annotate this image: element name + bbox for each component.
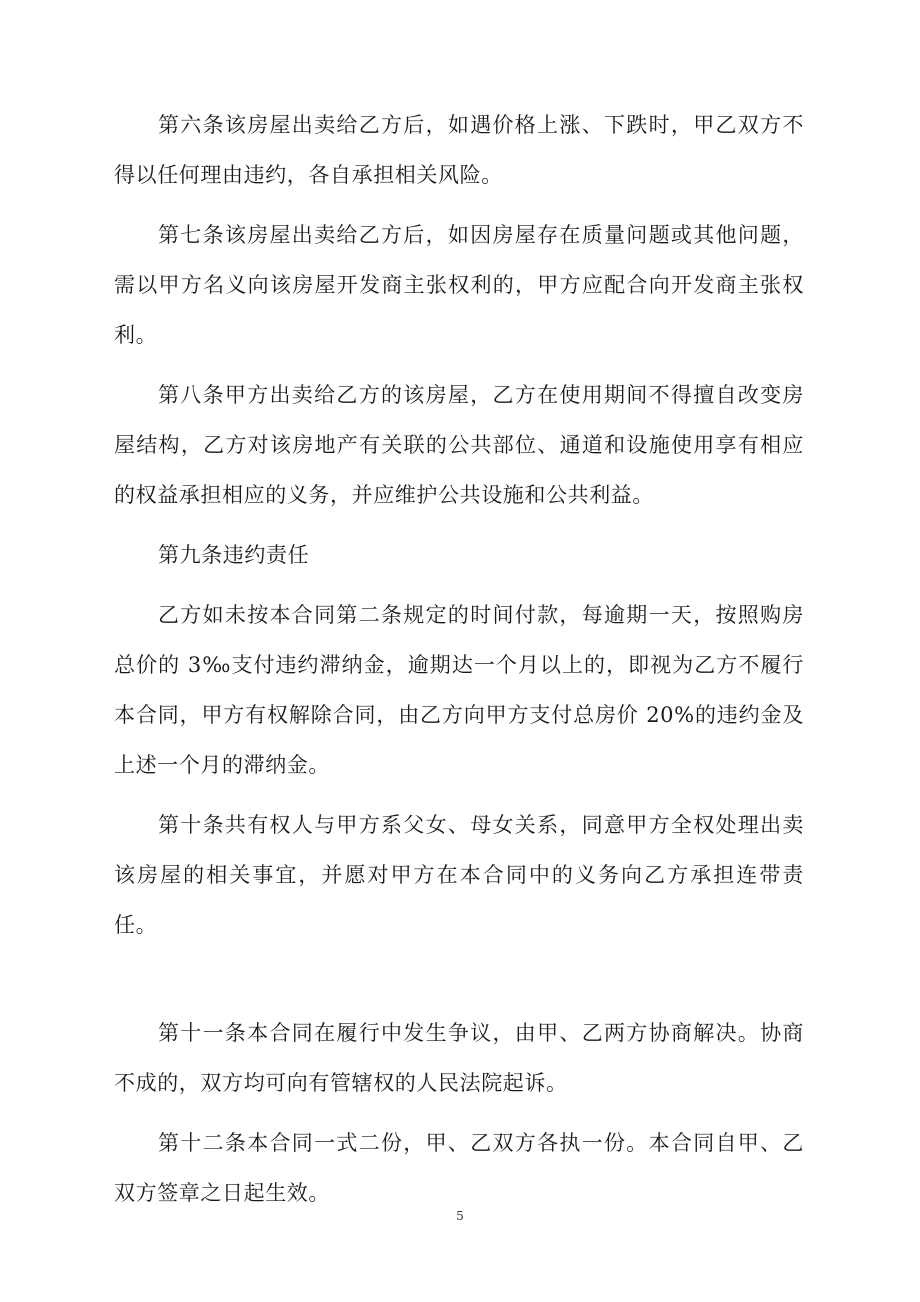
clause-11-paragraph: 第十一条本合同在履行中发生争议，由甲、乙两方协商解决。协商不成的，双方均可向有管辖权的人民法院起诉。 <box>114 1021 804 1095</box>
clause-10-paragraph: 第十条共有权人与甲方系父女、母女关系，同意甲方全权处理出卖该房屋的相关事宜，并愿对甲方在本合同中的义务向乙方承担连带责任。 <box>114 813 804 937</box>
breach-liability-paragraph: 乙方如未按本合同第二条规定的时间付款，每逾期一天，按照购房总价的 3‰支付违约滞纳金，逾期达一个月以上的，即视为乙方不履行本合同，甲方有权解除合同，由乙方向甲方支付总房价 20%的违约金及上述一个月的滞纳金。 <box>114 603 804 777</box>
clause-7-paragraph: 第七条该房屋出卖给乙方后，如因房屋存在质量问题或其他问题，需以甲方名义向该房屋开发商主张权利的，甲方应配合向开发商主张权利。 <box>114 223 804 347</box>
clause-6-paragraph: 第六条该房屋出卖给乙方后，如遇价格上涨、下跌时，甲乙双方不得以任何理由违约，各自承担相关风险。 <box>114 113 804 187</box>
clause-9-heading: 第九条违约责任 <box>158 543 310 567</box>
page-number: 5 <box>456 1209 464 1223</box>
contract-body <box>114 100 804 1228</box>
clause-8-paragraph: 第八条甲方出卖给乙方的该房屋，乙方在使用期间不得擅自改变房屋结构，乙方对该房地产有关联的公共部位、通道和设施使用享有相应的权益承担相应的义务，并应维护公共设施和公共利益。 <box>114 383 804 507</box>
clause-12-paragraph: 第十二条本合同一式二份，甲、乙双方各执一份。本合同自甲、乙双方签章之日起生效。 <box>114 1131 804 1205</box>
